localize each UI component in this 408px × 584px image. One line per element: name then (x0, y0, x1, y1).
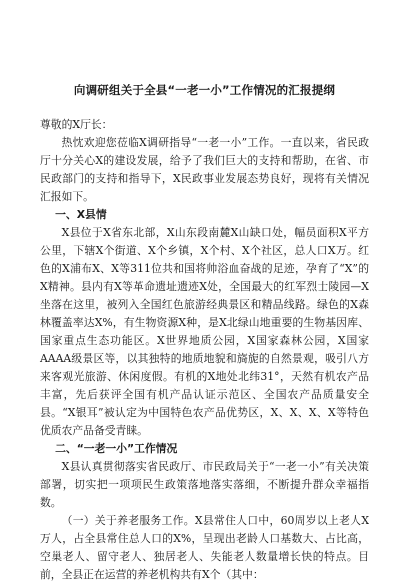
section-2-heading: 二、“一老一小”工作情况 (55, 442, 178, 455)
section-1-body: X县位于X省东北部，X山东段南麓X山缺口处，幅员面积X平方公里，下辖X个街道、X个乡镇，X个村、X个社区，总人口X万。红色的X浦布X、X等311位共和国将帅浴血奋战的足迹，孕育了“X”的X精神。县内有X等革命遗址遗迹X处，全国最大的红军烈士陵园—X坐落在这里，被列入全国红色旅游经典景区和精品线路。绿色的X森林覆盖率达X%，有生物资源X种，是X北绿山地重要的生物基因库、国家重点生态功能区。X世界地质公园，X国家森林公园，X国家AAAA级景区等，以其独特的地质地貌和旖旎的自然景观，吸引八方来客观光旅游、休闲度假。有机的X地处北纬31°，天然有机农产品丰富，先后获评全国有机产品认证示范区、全国农产品质量安全县。“X银耳”被认定为中国特色农产品优势区，X、X、X、X等特色优质农产品备受青睐。 (40, 226, 369, 437)
salutation: 尊敬的X厅长： (40, 118, 113, 131)
section-1-heading: 一、X县情 (55, 208, 107, 221)
section-2-intro: X县认真贯彻落实省民政厅、市民政局关于“一老一小”有关决策部署，切实把一项项民生政策落地落实落细，不断提升群众幸福指数。 (40, 460, 369, 509)
intro-paragraph: 热忱欢迎您莅临X调研指导“一老一小”工作。一直以来，省民政厅十分关心X的建设发展，给予了我们巨大的支持和帮助，在省、市民政部门的支持和指导下，X民政事业发展态势良好，现将有关情况汇报如下。 (40, 136, 369, 203)
document-title: 向调研组关于全县“一老一小”工作情况的汇报提纲 (73, 83, 336, 97)
section-2-subsection-1: （一）关于养老服务工作。X县常住人口中，60周岁以上老人X万人，占全县常住总人口的X%，呈现出老龄人口基数大、占比高，空巢老人、留守老人、独居老人、失能老人数量增长快的特点。目前，全县正在运营的养老机构共有X个（其中： (40, 514, 369, 581)
